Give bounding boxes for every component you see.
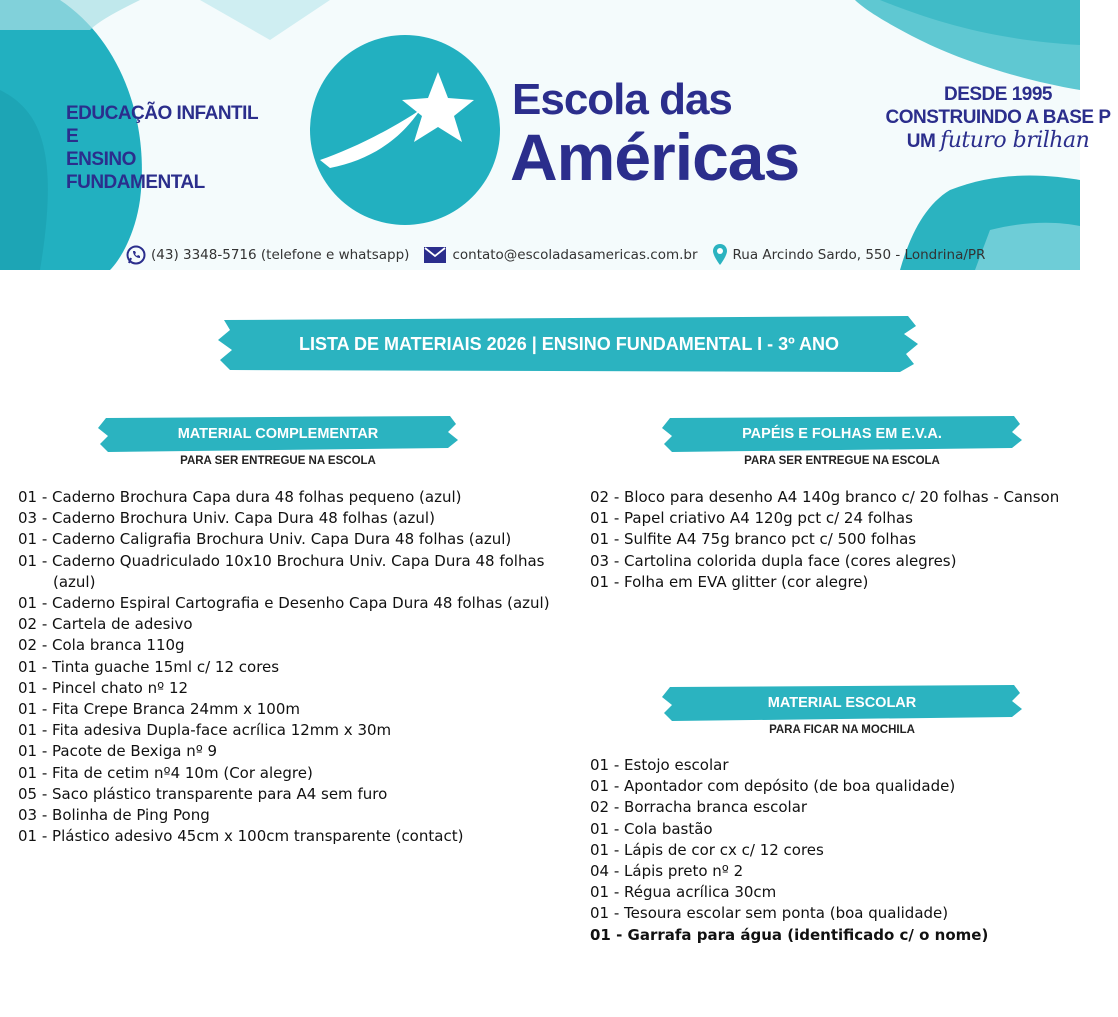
section-header-escolar [662, 683, 1022, 723]
page-title: LISTA DE MATERIAIS 2026 | ENSINO FUNDAMENTAL I - 3º ANO [299, 334, 839, 354]
list-item: 01 - Caderno Brochura Capa dura 48 folhas pequeno (azul) [18, 488, 462, 506]
list-complementar [18, 487, 566, 847]
contact-row [126, 244, 999, 266]
list-item: 01 - Folha em EVA glitter (cor alegre) [590, 572, 869, 591]
section-subtitle-papeis: PARA SER ENTREGUE NA ESCOLA [744, 455, 940, 467]
tagline-right-line3 [878, 129, 1118, 153]
list-item: 03 - Bolinha de Ping Pong [18, 806, 210, 825]
list-item: 01 - Caderno Caligrafia Brochura Univ. Capa Dura 48 folhas (azul) [18, 530, 512, 549]
mail-icon [423, 246, 447, 264]
list-item: 01 - Caderno Espiral Cartografia e Desenho Capa Dura 48 folhas (azul) [18, 594, 550, 613]
list-item: 02 - Cartela de adesivo [18, 615, 193, 634]
list-item: 01 - Plástico adesivo 45cm x 100cm transparente (contact) [18, 827, 464, 846]
contact-email-text: contato@escoladasamericas.com.br [452, 247, 698, 263]
list-item: 01 - Pacote de Bexiga nº 9 [18, 742, 218, 761]
tagline-right-script: futuro brilhan [940, 128, 1090, 153]
whatsapp-icon [126, 245, 146, 265]
list-item: 01 - Fita Crepe Branca 24mm x 100m [18, 700, 300, 719]
list-item: 01 - Garrafa para água (identificado c/ o nome) [590, 925, 989, 944]
section-header-complementar [98, 414, 458, 454]
section-header-papeis [662, 414, 1022, 454]
list-item: 01 - Sulfite A4 75g branco pct c/ 500 folhas [590, 530, 917, 549]
contact-address-text: Rua Arcindo Sardo, 550 - Londrina/PR [732, 247, 986, 263]
list-item: 01 - Cola bastão [590, 819, 713, 838]
page-title-bar [218, 312, 920, 376]
list-item: 02 - Borracha branca escolar [590, 798, 808, 817]
section-title-complementar: MATERIAL COMPLEMENTAR [177, 426, 379, 442]
brand-name-line1: Escola das [512, 75, 732, 124]
list-item: 01 - Pincel chato nº 12 [18, 678, 189, 697]
tagline-left [66, 102, 266, 194]
list-item: 01 - Estojo escolar [590, 756, 729, 774]
list-item: 03 - Cartolina colorida dupla face (cores alegres) [590, 551, 957, 570]
tagline-right-line2: CONSTRUINDO A BASE P [885, 107, 1111, 128]
list-escolar [590, 755, 1070, 946]
list-item: 04 - Lápis preto nº 2 [590, 862, 744, 881]
contact-address [712, 243, 986, 267]
list-item: 01 - Fita adesiva Dupla-face acrílica 12mm x 30m [18, 721, 392, 740]
tagline-right-line1: DESDE 1995 [943, 84, 1052, 105]
contact-phone [126, 245, 409, 265]
contact-phone-text: (43) 3348-5716 (telefone e whatsapp) [151, 247, 410, 263]
list-papeis [590, 487, 1080, 593]
list-item: 01 - Caderno Quadriculado 10x10 Brochura Univ. Capa Dura 48 folhas (azul) [18, 551, 545, 591]
tagline-left-line2: ENSINO FUNDAMENTAL [66, 149, 205, 193]
section-subtitle-escolar: PARA FICAR NA MOCHILA [769, 724, 915, 736]
list-item: 02 - Cola branca 110g [18, 636, 185, 655]
section-subtitle-complementar: PARA SER ENTREGUE NA ESCOLA [180, 455, 376, 467]
map-pin-icon [712, 243, 728, 267]
contact-email [423, 246, 697, 264]
list-item: 01 - Tesoura escolar sem ponta (boa qualidade) [590, 904, 949, 923]
list-item: 01 - Régua acrílica 30cm [590, 883, 777, 902]
list-item: 05 - Saco plástico transparente para A4 sem furo [18, 784, 388, 803]
tagline-left-line1: EDUCAÇÃO INFANTIL E [66, 103, 258, 147]
tagline-right-um: UM [906, 131, 936, 152]
tagline-right [878, 83, 1118, 153]
brand-name-line2: Américas [510, 120, 800, 194]
header-banner [0, 0, 1111, 270]
list-item: 01 - Papel criativo A4 120g pct c/ 24 folhas [590, 509, 913, 528]
section-title-escolar: MATERIAL ESCOLAR [767, 695, 917, 711]
list-item: 01 - Apontador com depósito (de boa qualidade) [590, 777, 956, 796]
list-item: 01 - Tinta guache 15ml c/ 12 cores [18, 657, 280, 676]
list-item: 01 - Fita de cetim nº4 10m (Cor alegre) [18, 763, 313, 782]
section-title-papeis: PAPÉIS E FOLHAS EM E.V.A. [742, 426, 942, 442]
list-item: 01 - Lápis de cor cx c/ 12 cores [590, 840, 824, 859]
list-item: 03 - Caderno Brochura Univ. Capa Dura 48 folhas (azul) [18, 509, 435, 528]
list-item: 02 - Bloco para desenho A4 140g branco c/ 20 folhas - Canson [590, 488, 1060, 506]
